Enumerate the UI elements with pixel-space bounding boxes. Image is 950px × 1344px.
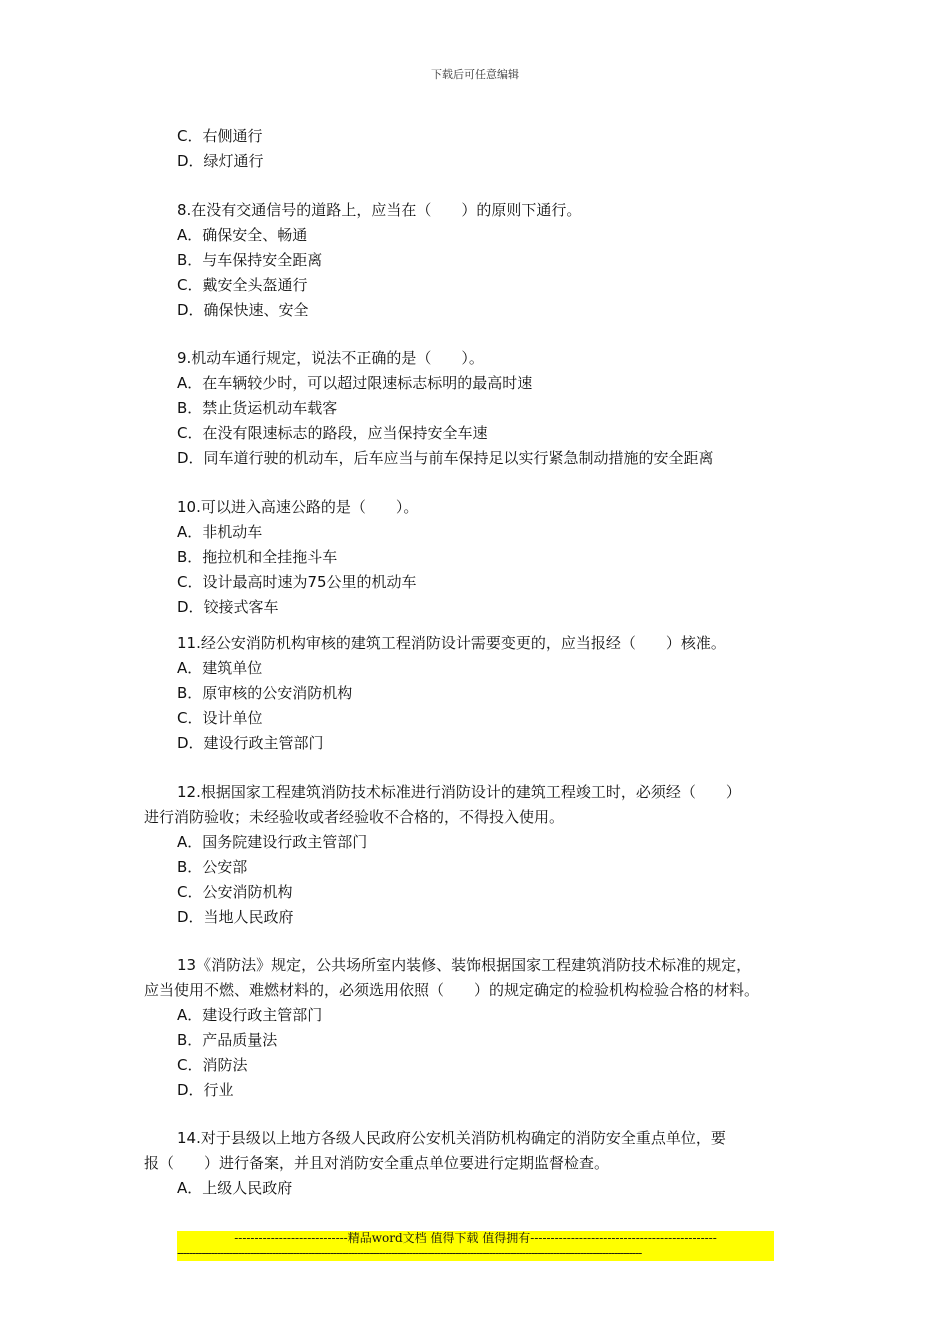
question-11: 11.经公安消防机构审核的建筑工程消防设计需要变更的，应当报经（ ）核准。 (177, 634, 726, 652)
footer-line-1: ----------------------------精品word文档 值得下载 值得拥有---------------------------------------------- (234, 1231, 717, 1245)
option-line: B．公安部 (177, 858, 248, 876)
question-14: 14.对于县级以上地方各级人民政府公安机关消防机构确定的消防安全重点单位，要 (177, 1129, 726, 1147)
option-line: D．当地人民政府 (177, 908, 294, 926)
option-line: C．右侧通行 (177, 127, 263, 145)
option-line: D．同车道行驶的机动车，后车应当与前车保持足以实行紧急制动措施的安全距离 (177, 449, 714, 467)
option-line: B．拖拉机和全挂拖斗车 (177, 548, 338, 566)
option-line: C．设计最高时速为75公里的机动车 (177, 573, 417, 591)
question-14-cont: 报（ ）进行备案，并且对消防安全重点单位要进行定期监督检查。 (144, 1154, 610, 1172)
option-line: A．上级人民政府 (177, 1179, 293, 1197)
option-line: A．国务院建设行政主管部门 (177, 833, 368, 851)
option-line: A．非机动车 (177, 523, 263, 541)
option-line: D．建设行政主管部门 (177, 734, 324, 752)
question-9: 9.机动车通行规定，说法不正确的是（ ）。 (177, 349, 484, 367)
option-line: D．铰接式客车 (177, 598, 279, 616)
option-line: A．确保安全、畅通 (177, 226, 308, 244)
footer-line-2: -------------------------------------------------------------------------------------------------------------------------------------------------------- (177, 1246, 642, 1260)
option-line: B．原审核的公安消防机构 (177, 684, 353, 702)
question-13: 13《消防法》规定，公共场所室内装修、装饰根据国家工程建筑消防技术标准的规定， (177, 956, 752, 974)
option-line: C．戴安全头盔通行 (177, 276, 308, 294)
option-line: C．消防法 (177, 1056, 248, 1074)
question-8: 8.在没有交通信号的道路上，应当在（ ）的原则下通行。 (177, 201, 582, 219)
option-line: D．行业 (177, 1081, 234, 1099)
option-line: D．确保快速、安全 (177, 301, 309, 319)
option-line: B．产品质量法 (177, 1031, 278, 1049)
option-line: B．与车保持安全距离 (177, 251, 323, 269)
question-13-cont: 应当使用不燃、难燃材料的，必须选用依照（ ）的规定确定的检验机构检验合格的材料。 (144, 981, 760, 999)
option-line: D．绿灯通行 (177, 152, 264, 170)
page-header: 下载后可任意编辑 (431, 68, 519, 81)
option-line: B．禁止货运机动车载客 (177, 399, 338, 417)
option-line: A．在车辆较少时，可以超过限速标志标明的最高时速 (177, 374, 533, 392)
option-line: C．设计单位 (177, 709, 263, 727)
question-10: 10.可以进入高速公路的是（ ）。 (177, 498, 419, 516)
question-12-cont: 进行消防验收；未经验收或者经验收不合格的，不得投入使用。 (144, 808, 565, 826)
question-12: 12.根据国家工程建筑消防技术标准进行消防设计的建筑工程竣工时，必须经（ ） (177, 783, 741, 801)
footer-banner (177, 1231, 774, 1261)
option-line: C．在没有限速标志的路段，应当保持安全车速 (177, 424, 488, 442)
option-line: A．建筑单位 (177, 659, 263, 677)
option-line: C．公安消防机构 (177, 883, 293, 901)
option-line: A．建设行政主管部门 (177, 1006, 323, 1024)
